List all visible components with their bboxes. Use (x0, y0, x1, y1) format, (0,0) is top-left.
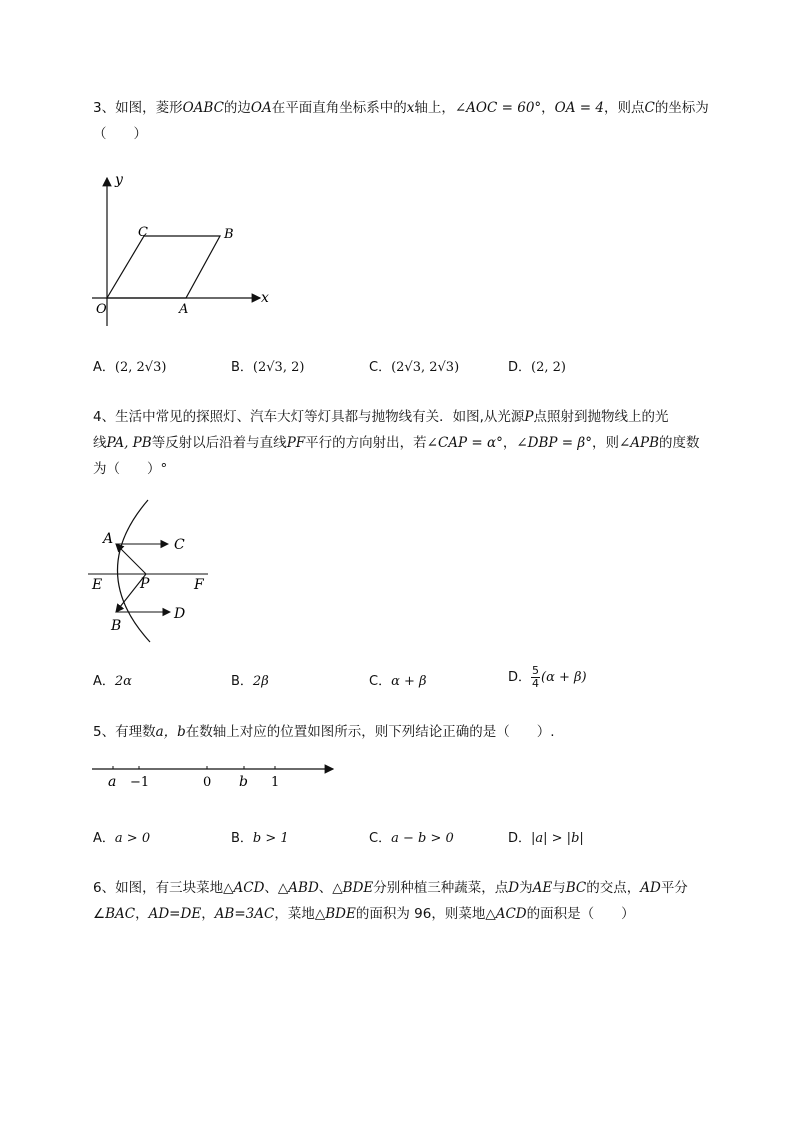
label-b: B (224, 227, 234, 242)
q6-text: 平分 (660, 880, 688, 896)
option-letter: A． (93, 674, 115, 689)
q6-text: 、△ (318, 880, 343, 896)
q6-text: 的面积为 96，则菜地△ (355, 906, 496, 922)
q4-stem-line1 (93, 408, 668, 426)
q3-text: 在平面直角坐标系中的 (271, 100, 407, 116)
label-zero: 0 (203, 775, 212, 790)
q3-option-b[interactable] (231, 359, 304, 377)
option-letter: D． (508, 831, 532, 846)
q5-var-ab: a，b (155, 724, 186, 740)
label-o: O (96, 302, 107, 317)
parabola-curve (117, 500, 150, 642)
q3-text: ， (541, 100, 555, 116)
q5-text: 在数轴上对应的位置如图所示，则下列结论正确的是（ ）. (185, 724, 555, 740)
q4-var-pf: PF (286, 435, 306, 451)
q6-var: BAC (105, 906, 136, 922)
q3-option-d[interactable] (508, 359, 566, 377)
q3-var-x: x (406, 100, 415, 116)
q3-text: 的边 (223, 100, 251, 116)
q6-var: AB=3AC (214, 906, 275, 922)
q4-angle-apb: ∠APB (618, 435, 660, 451)
option-value: (2, 2) (531, 360, 566, 375)
q4-text: 等反射以后沿着与直线 (151, 435, 287, 451)
q6-text: ∠ (93, 906, 106, 922)
q3-var-oabc: OABC (182, 100, 224, 116)
q3-option-c[interactable] (369, 359, 459, 377)
rhombus-oabc (107, 236, 220, 298)
q3-oa-length: OA = 4 (554, 100, 604, 116)
q4-text: 线 (93, 435, 107, 451)
option-value: |a| > |b| (531, 831, 584, 846)
q6-var: ABD (288, 880, 319, 896)
fraction-denominator: 4 (532, 677, 540, 690)
q6-text: ， (201, 906, 215, 922)
q6-var: ACD (495, 906, 527, 922)
q4-stem-line2 (93, 434, 700, 452)
q6-stem-line1 (93, 879, 688, 897)
option-value: (2√3, 2√3) (391, 360, 460, 375)
q5-text: 5、有理数 (93, 724, 156, 740)
label-y: y (115, 172, 123, 188)
q3-var-oa: OA (250, 100, 272, 116)
q6-text: 的交点， (586, 880, 641, 896)
q3-text: 3、如图，菱形 (93, 100, 183, 116)
label-d: D (174, 606, 186, 622)
q3-text: 的坐标为 (654, 100, 709, 116)
q6-stem-line2 (93, 905, 635, 923)
option-value: α + β (391, 674, 427, 689)
option-letter: A． (93, 831, 115, 846)
q6-text: ，菜地△ (274, 906, 326, 922)
label-b: B (111, 618, 122, 634)
q6-text: 与 (552, 880, 566, 896)
label-x: x (261, 290, 269, 306)
q4-option-d[interactable] (508, 665, 587, 690)
q5-stem (93, 723, 555, 741)
q5-option-d[interactable] (508, 830, 584, 848)
label-neg1: −1 (130, 775, 150, 790)
option-letter: C． (369, 674, 392, 689)
q3-stem (93, 99, 709, 117)
label-c: C (138, 225, 148, 240)
label-a: A (103, 531, 114, 547)
q4-text: ， (502, 435, 517, 451)
fraction-5-4 (531, 665, 540, 690)
option-value: (2√3, 2) (252, 360, 305, 375)
q6-text: 、△ (264, 880, 289, 896)
q3-text: ，则点 (603, 100, 645, 116)
q3-paren: （ ） (93, 126, 147, 142)
q4-stem-line3 (93, 460, 167, 478)
ray-pa (116, 544, 146, 574)
option-letter: B． (231, 674, 253, 689)
q5-option-a[interactable] (93, 830, 150, 848)
label-a: a (108, 774, 117, 790)
q3-option-a[interactable] (93, 359, 166, 377)
q4-angle-cap: ∠CAP = α° (426, 435, 503, 451)
option-letter: B． (231, 360, 253, 375)
q6-var: ACD (233, 880, 265, 896)
option-value: 2β (252, 674, 269, 689)
option-letter: C． (369, 360, 392, 375)
q5-option-b[interactable] (231, 830, 289, 848)
q5-option-c[interactable] (369, 830, 454, 848)
q6-text: 分别种植三种蔬菜，点 (373, 880, 509, 896)
fraction-numerator: 5 (532, 664, 540, 677)
label-c: C (174, 537, 185, 553)
q6-text: ， (135, 906, 149, 922)
option-letter: C． (369, 831, 392, 846)
q3-answer-paren (93, 125, 147, 143)
option-letter: D． (508, 360, 532, 375)
option-value: a > 0 (114, 831, 151, 846)
q4-var-papb: PA, PB (106, 435, 152, 451)
label-a: A (179, 302, 189, 317)
label-p: P (140, 576, 150, 592)
option-value: (α + β) (541, 670, 587, 685)
q4-parabola-figure (88, 497, 218, 647)
option-value: (2, 2√3) (114, 360, 167, 375)
q6-text: 为 (519, 880, 533, 896)
option-letter: D． (508, 670, 532, 685)
q4-text: 平行的方向射出，若 (305, 435, 427, 451)
q4-text: 的度数 (659, 435, 700, 451)
q5-number-line (90, 761, 340, 791)
option-value: 2α (114, 674, 132, 689)
q4-option-b[interactable] (231, 673, 269, 691)
q6-text: 的面积是（ ） (526, 906, 635, 922)
q6-var: AD=DE (148, 906, 202, 922)
label-e: E (92, 577, 103, 593)
q4-text: 4、生活中常见的探照灯、汽车大灯等灯具都与抛物线有关．如图,从光源 (93, 409, 525, 425)
q6-var: D (508, 880, 520, 896)
q4-text: ，则 (591, 435, 619, 451)
option-letter: B． (231, 831, 253, 846)
q3-var-c: C (644, 100, 655, 116)
label-one: 1 (271, 775, 280, 790)
q6-var: BDE (342, 880, 374, 896)
q3-rhombus-figure (88, 170, 288, 330)
q6-var: AE (532, 880, 553, 896)
label-b: b (239, 774, 248, 790)
q6-var: BDE (325, 906, 356, 922)
option-letter: A． (93, 360, 115, 375)
option-value: a − b > 0 (391, 831, 454, 846)
q6-text: 6、如图，有三块菜地△ (93, 880, 234, 896)
q4-angle-dbp: ∠DBP = β° (516, 435, 592, 451)
q4-var-p: P (524, 409, 534, 425)
q6-var: AD (640, 880, 661, 896)
q3-text: 轴上， (414, 100, 455, 116)
label-f: F (194, 577, 204, 593)
q4-option-c[interactable] (369, 673, 427, 691)
q4-text: 点照射到抛物线上的光 (533, 409, 669, 425)
q4-option-a[interactable] (93, 673, 132, 691)
q3-angle-aoc: ∠AOC = 60° (454, 100, 542, 116)
q4-text: 为（ ）° (93, 461, 168, 477)
q6-var: BC (565, 880, 587, 896)
option-value: b > 1 (252, 831, 289, 846)
